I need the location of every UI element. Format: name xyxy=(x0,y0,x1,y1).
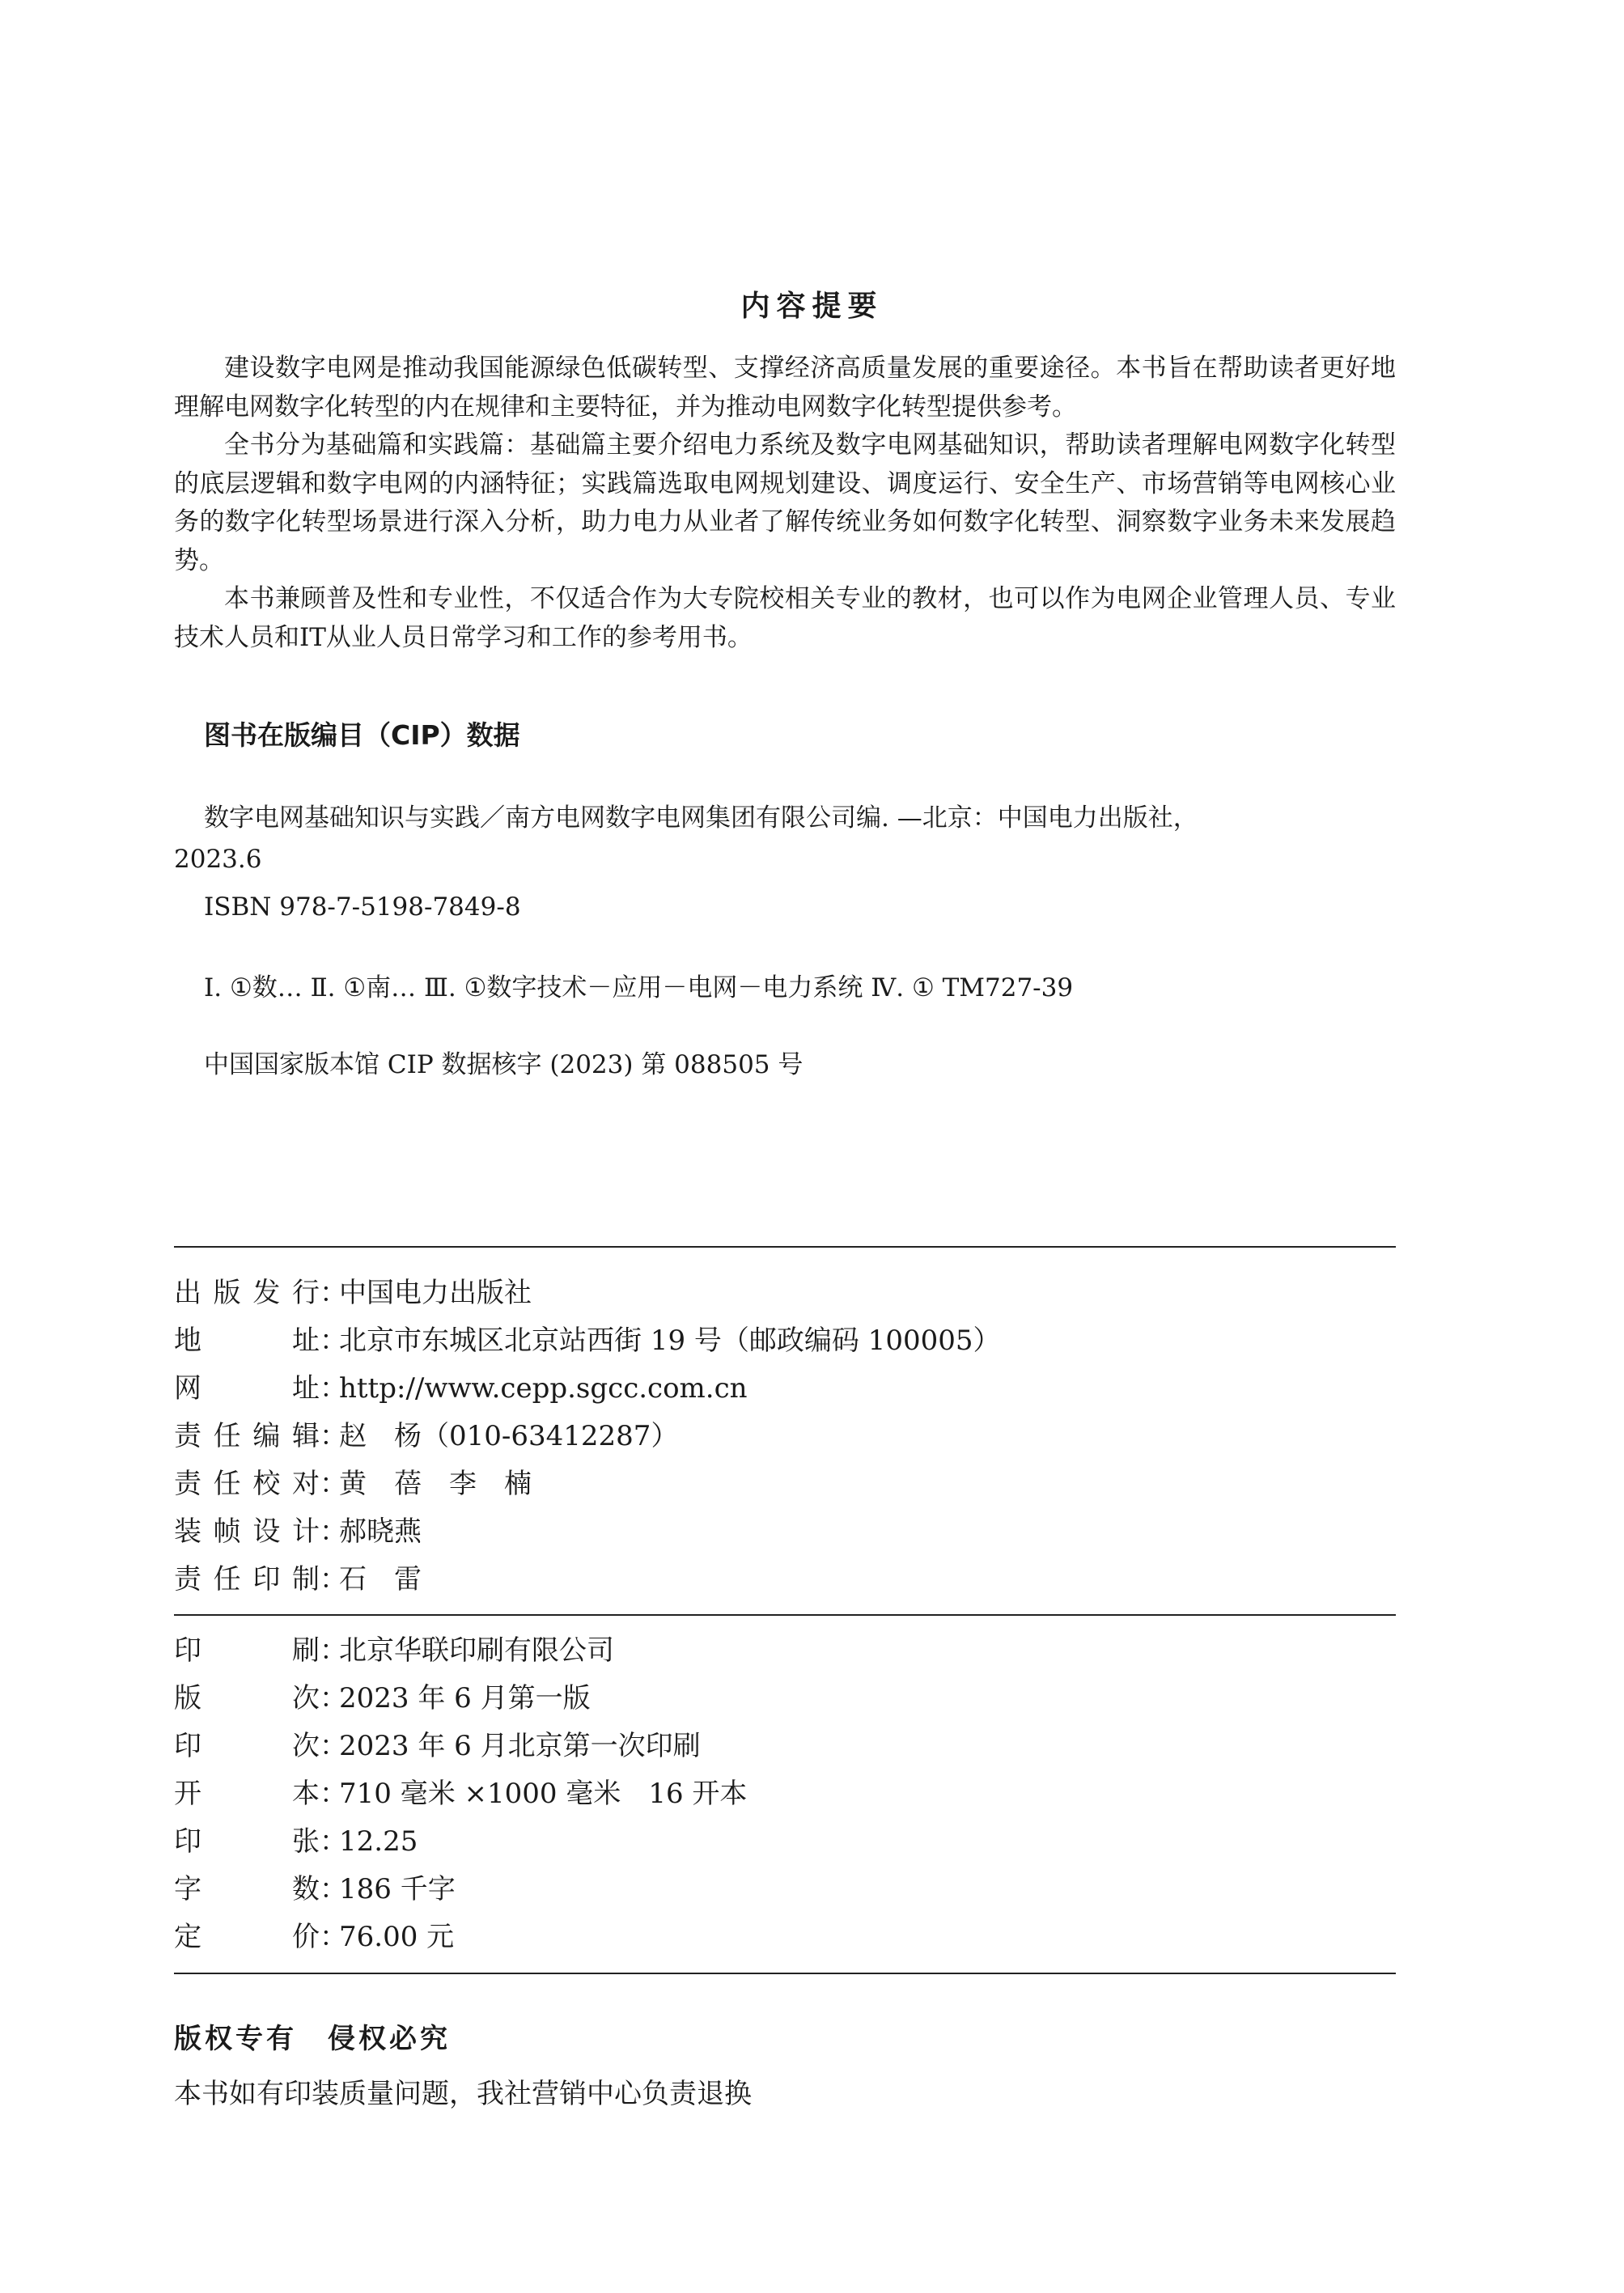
print-info-row xyxy=(174,1771,747,1811)
divider-bottom xyxy=(174,1973,1396,1974)
info-value: 710 毫米 ×1000 毫米 16 开本 xyxy=(339,1778,748,1810)
publisher-info-row xyxy=(174,1318,1000,1358)
publisher-info-row xyxy=(174,1557,422,1596)
cip-isbn: ISBN 978-7-5198-7849-8 xyxy=(204,892,521,922)
publisher-info-row xyxy=(174,1461,532,1501)
info-value: 石 雷 xyxy=(339,1563,422,1596)
summary-body xyxy=(174,350,1396,657)
info-label: 出版发行 xyxy=(174,1277,320,1309)
print-info-row xyxy=(174,1628,614,1668)
info-value: 赵 杨（010-63412287） xyxy=(339,1420,679,1452)
info-value: 2023 年 6 月北京第一次印刷 xyxy=(339,1730,701,1762)
info-value: 黄 蓓 李 楠 xyxy=(339,1468,532,1500)
cip-record: 中国国家版本馆 CIP 数据核字 (2023) 第 088505 号 xyxy=(204,1050,804,1079)
cip-title-line: 数字电网基础知识与实践／南方电网数字电网集团有限公司编. —北京：中国电力出版社， xyxy=(204,803,1198,833)
publisher-info-row xyxy=(174,1414,678,1453)
info-value: 郝晓燕 xyxy=(339,1515,422,1548)
rights-title: 版权专有 侵权必究 xyxy=(174,2023,451,2055)
rights-note: 本书如有印装质量问题，我社营销中心负责退换 xyxy=(174,2078,752,2110)
cip-heading: 图书在版编目（CIP）数据 xyxy=(204,719,520,751)
print-info-row xyxy=(174,1914,454,1954)
info-value: 76.00 元 xyxy=(339,1921,455,1953)
info-label: 责任校对 xyxy=(174,1468,320,1500)
print-info-row xyxy=(174,1867,456,1906)
info-label: 定价 xyxy=(174,1921,320,1953)
summary-title: 内容提要 xyxy=(740,290,884,323)
info-colon: ： xyxy=(320,1277,347,1309)
print-info-row xyxy=(174,1676,591,1715)
info-label: 网址 xyxy=(174,1372,320,1405)
print-info-row xyxy=(174,1723,701,1763)
divider-top xyxy=(174,1246,1396,1248)
info-colon: ： xyxy=(320,1468,347,1500)
info-colon: ： xyxy=(320,1873,347,1905)
info-value: 186 千字 xyxy=(339,1873,456,1905)
summary-paragraph-3: 本书兼顾普及性和专业性，不仅适合作为大专院校相关专业的教材，也可以作为电网企业管理人员、专业技术人员和IT从业人员日常学习和工作的参考用书。 xyxy=(174,584,1396,652)
info-label: 印刷 xyxy=(174,1634,320,1667)
publisher-info-row xyxy=(174,1366,748,1405)
info-label: 责任印制 xyxy=(174,1563,320,1596)
info-value: 中国电力出版社 xyxy=(339,1277,532,1309)
cip-date-line: 2023.6 xyxy=(174,845,262,874)
print-info-row xyxy=(174,1819,418,1859)
info-colon: ： xyxy=(320,1921,347,1953)
info-colon: ： xyxy=(320,1420,347,1452)
summary-paragraph-2: 全书分为基础篇和实践篇：基础篇主要介绍电力系统及数字电网基础知识，帮助读者理解电网数字化转型的底层逻辑和数字电网的内涵特征；实践篇选取电网规划建设、调度运行、安全生产、市场营销等电网核心业务的数字化转型场景进行深入分析，助力电力从业者了解传统业务如何数字化转型、洞察数字业务未来发展趋势。 xyxy=(174,430,1396,575)
info-value: http://www.cepp.sgcc.com.cn xyxy=(339,1372,748,1405)
info-colon: ： xyxy=(320,1515,347,1548)
divider-middle xyxy=(174,1614,1396,1616)
info-colon: ： xyxy=(320,1325,347,1357)
info-value: 2023 年 6 月第一版 xyxy=(339,1682,591,1714)
info-value: 北京华联印刷有限公司 xyxy=(339,1634,614,1667)
info-colon: ： xyxy=(320,1730,347,1762)
info-label: 装帧设计 xyxy=(174,1515,320,1548)
info-label: 印张 xyxy=(174,1825,320,1858)
info-colon: ： xyxy=(320,1825,347,1858)
info-value: 12.25 xyxy=(339,1825,418,1858)
info-colon: ： xyxy=(320,1778,347,1810)
info-colon: ： xyxy=(320,1372,347,1405)
publisher-info-row xyxy=(174,1270,532,1310)
info-label: 字数 xyxy=(174,1873,320,1905)
info-label: 责任编辑 xyxy=(174,1420,320,1452)
publisher-info-row xyxy=(174,1509,422,1549)
info-label: 版次 xyxy=(174,1682,320,1714)
cip-classification: Ⅰ. ①数… Ⅱ. ①南… Ⅲ. ①数字技术－应用－电网－电力系统 Ⅳ. ① TM727-39 xyxy=(204,973,1074,1002)
summary-paragraph-1: 建设数字电网是推动我国能源绿色低碳转型、支撑经济高质量发展的重要途径。本书旨在帮助读者更好地理解电网数字化转型的内在规律和主要特征，并为推动电网数字化转型提供参考。 xyxy=(174,354,1396,422)
info-colon: ： xyxy=(320,1682,347,1714)
info-label: 地址 xyxy=(174,1325,320,1357)
info-colon: ： xyxy=(320,1563,347,1596)
info-label: 印次 xyxy=(174,1730,320,1762)
info-value: 北京市东城区北京站西街 19 号（邮政编码 100005） xyxy=(339,1325,1001,1357)
info-colon: ： xyxy=(320,1634,347,1667)
info-label: 开本 xyxy=(174,1778,320,1810)
